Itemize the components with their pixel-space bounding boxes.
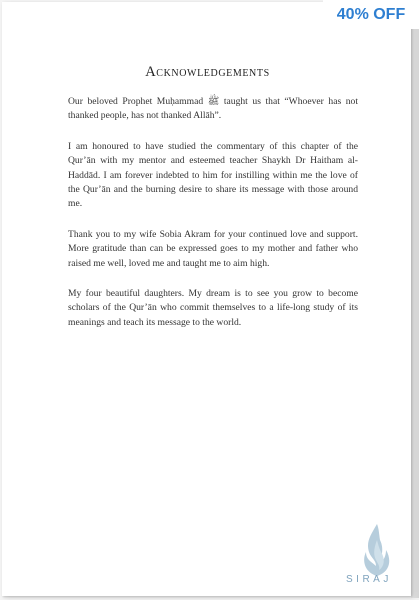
paragraph-2: I am honoured to have studied the commentary of this chapter of the Qur’ān with my mentor and esteemed teacher Shaykh Dr Haitham al-Haddād. I am forever indebted to him for instilling within me the love of the Qur’ān and the burning desire to share its message with those around me. [68, 140, 358, 210]
book-page [2, 2, 411, 596]
page-edge-shadow [411, 2, 419, 598]
discount-badge: 40% OFF [323, 0, 419, 29]
paragraph-3: Thank you to my wife Sobia Akram for your continued love and support. More gratitude than can be expressed goes to my mother and father who raised me well, loved me and taught me to aim high. [68, 228, 358, 269]
page-body [68, 95, 358, 346]
page-title: Acknowledgements [145, 64, 270, 80]
paragraph-1: Our beloved Prophet Muḥammad ﷺ taught us that “Whoever has not thanked people, has not thanked Allāh”. [68, 96, 358, 122]
paragraph-4: My four beautiful daughters. My dream is to see you grow to become scholars of the Qur’ān who commit themselves to a life-long study of its meanings and teach its message to the world. [68, 288, 358, 328]
logo-wordmark: SIRAJ [346, 574, 392, 585]
